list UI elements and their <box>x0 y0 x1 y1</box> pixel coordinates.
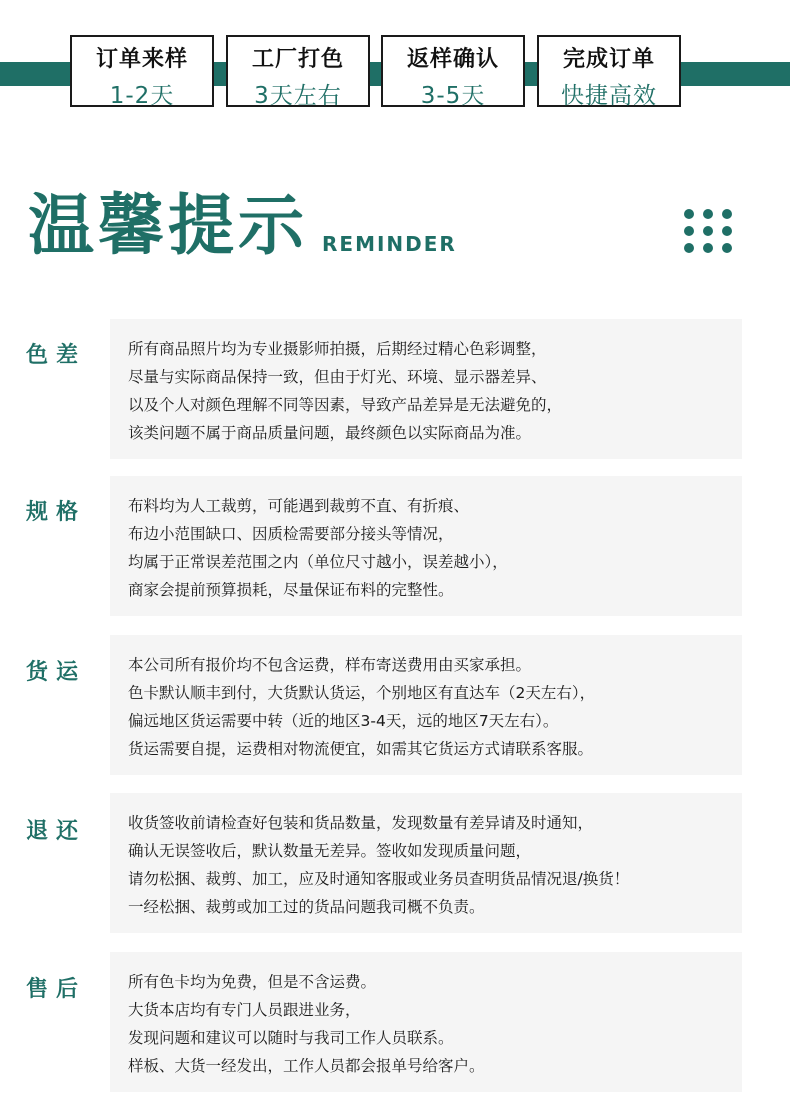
section-text-line: 货运需要自提，运费相对物流便宜，如需其它货运方式请联系客服。 <box>128 740 594 758</box>
section-text-line: 布边小范围缺口、因质检需要部分接头等情况， <box>128 525 454 543</box>
process-step-complete-order <box>537 35 681 107</box>
step-title: 工厂打色 <box>251 47 344 72</box>
section-text-line: 确认无误签收后，默认数量无差异。签收如发现质量问题， <box>128 842 532 860</box>
section-text-line: 该类问题不属于商品质量问题，最终颜色以实际商品为准。 <box>128 424 532 442</box>
section-text-line: 所有色卡均为免费，但是不含运费。 <box>128 973 377 991</box>
section-text-line: 样板、大货一经发出，工作人员都会报单号给客户。 <box>128 1057 485 1075</box>
section-label-returns: 退还 <box>26 819 87 844</box>
page-subtitle: REMINDER <box>322 232 457 256</box>
step-title: 完成订单 <box>562 47 655 72</box>
section-text-line: 尽量与实际商品保持一致，但由于灯光、环境、显示器差异、 <box>128 368 547 386</box>
section-text-line: 均属于正常误差范围之内（单位尺寸越小，误差越小）， <box>128 553 508 571</box>
section-label-specification: 规格 <box>26 500 87 525</box>
dot-grid-icon <box>684 209 732 253</box>
section-text-line: 一经松捆、裁剪或加工过的货品问题我司概不负责。 <box>128 898 485 916</box>
section-text-line: 请勿松捆、裁剪、加工，应及时通知客服或业务员查明货品情况退/换货！ <box>128 870 630 888</box>
process-step-sample-confirm <box>381 35 525 107</box>
section-box-color-difference <box>110 319 742 459</box>
section-text-line: 色卡默认顺丰到付，大货默认货运，个别地区有直达车（2天左右）， <box>128 684 596 702</box>
section-label-shipping: 货运 <box>26 660 87 685</box>
section-label-after-sales: 售后 <box>26 977 87 1002</box>
section-text-line: 商家会提前预算损耗，尽量保证布料的完整性。 <box>128 581 454 599</box>
step-duration: 3-5天 <box>420 83 486 109</box>
step-title: 返样确认 <box>406 47 499 72</box>
section-text-line: 偏远地区货运需要中转（近的地区3-4天，远的地区7天左右）。 <box>128 712 559 730</box>
section-text-line: 本公司所有报价均不包含运费，样布寄送费用由买家承担。 <box>128 656 532 674</box>
section-text-line: 发现问题和建议可以随时与我司工作人员联系。 <box>128 1029 454 1047</box>
process-step-factory-color <box>226 35 370 107</box>
section-text-line: 以及个人对颜色理解不同等因素，导致产品差异是无法避免的， <box>128 396 563 414</box>
section-text-line: 大货本店均有专门人员跟进业务， <box>128 1001 361 1019</box>
step-title: 订单来样 <box>95 47 188 72</box>
section-text-line: 收货签收前请检查好包装和货品数量，发现数量有差异请及时通知， <box>128 814 594 832</box>
process-step-order-sample <box>70 35 214 107</box>
page-title: 温馨提示 <box>28 187 308 264</box>
section-text-line: 布料均为人工裁剪，可能遇到裁剪不直、有折痕、 <box>128 497 470 515</box>
step-duration: 快捷高效 <box>561 83 657 109</box>
section-label-color-difference: 色差 <box>26 343 87 368</box>
section-box-after-sales <box>110 952 742 1092</box>
section-box-shipping <box>110 635 742 775</box>
section-text-line: 所有商品照片均为专业摄影师拍摄，后期经过精心色彩调整， <box>128 340 547 358</box>
section-box-returns <box>110 793 742 933</box>
step-duration: 3天左右 <box>254 83 342 109</box>
section-box-specification <box>110 476 742 616</box>
step-duration: 1-2天 <box>109 83 175 109</box>
